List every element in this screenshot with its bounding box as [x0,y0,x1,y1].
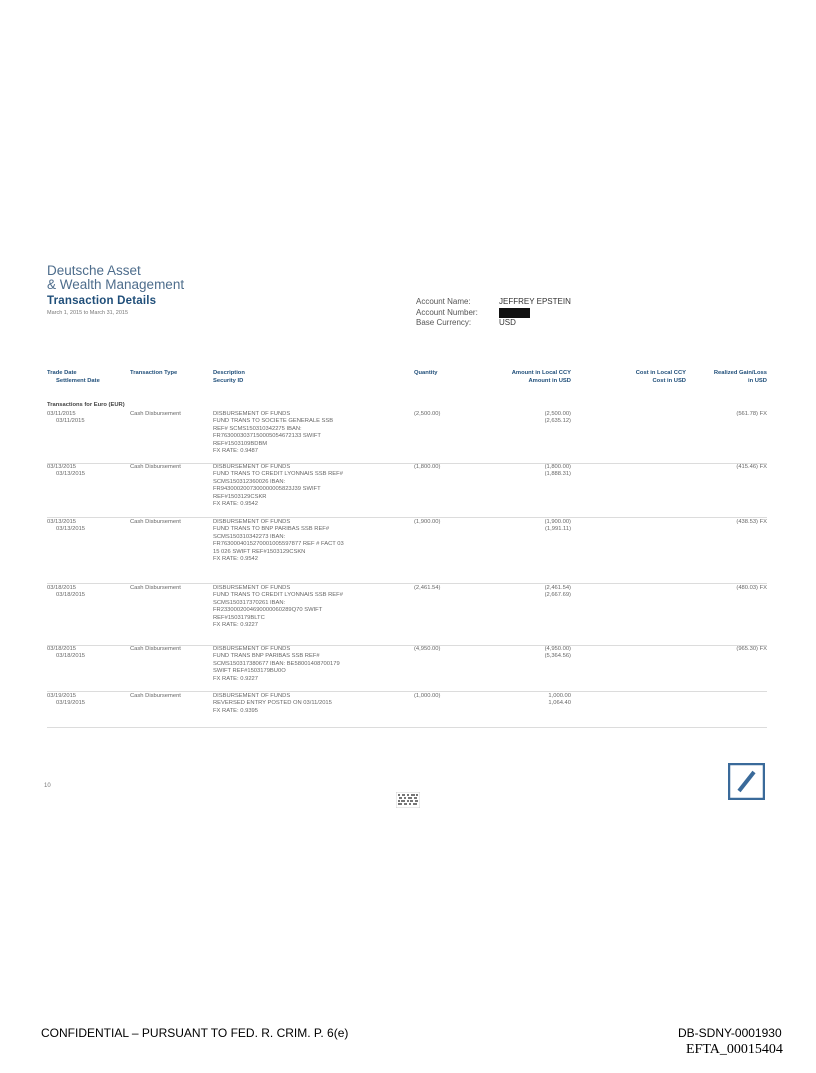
description-line: SCMS150317380677 IBAN: BE58001408700179 [213,660,340,667]
description-cell [213,693,403,715]
amount-cell [477,411,571,426]
header-settlement-date-label: Settlement Date [56,378,100,384]
amount-local: (2,500.00) [544,411,571,417]
date-cell [47,646,109,661]
description-line: REF#1503109BDBM [213,440,268,447]
description-line: FUND TRANS TO SOCIETE GENERALE SSB [213,418,334,425]
description-line: SCMS150312360026 IBAN: [213,478,286,485]
account-number-redaction [499,308,530,318]
description-cell [213,464,403,508]
header-description-label: Description [213,370,245,376]
page-title: Transaction Details [47,295,157,307]
settlement-date: 03/13/2015 [56,471,86,478]
header-trade-date [47,369,100,385]
trade-date: 03/13/2015 [47,519,77,525]
description-line: FUND TRANS BNP PARIBAS SSB REF# [213,653,320,660]
header-trade-date-label: Trade Date [47,370,77,376]
realized-gain: (415.46) FX [736,464,767,470]
amount-local: (4,950.00) [544,646,571,652]
trade-date: 03/11/2015 [47,411,76,417]
amount-usd: (5,364.56) [544,653,571,660]
section-title: Transactions for Euro (EUR) [47,402,125,408]
quantity: (1,800.00) [414,464,441,470]
base-currency-value: USD [499,318,516,327]
amount-cell [477,464,571,479]
header-gain-line-2: in USD [747,378,767,384]
transaction-type: Cash Disbursement [130,519,181,525]
amount-usd: (1,888.31) [544,471,571,478]
description-line: SWIFT REF#1503179BU0O [213,668,286,675]
header-gain-line-1: Realized Gain/Loss [713,370,767,376]
amount-usd: 1,064.40 [548,700,571,707]
efta-number: EFTA_00015404 [686,1042,783,1057]
header-amount-local-label: Amount in Local CCY [511,370,571,376]
description-cell [213,411,403,455]
trade-date: 03/18/2015 [47,585,77,591]
description-line: FX RATE: 0.9542 [213,501,258,508]
description-line: DISBURSEMENT OF FUNDS [213,411,291,417]
transaction-type: Cash Disbursement [130,585,181,591]
description-line: DISBURSEMENT OF FUNDS [213,464,291,470]
account-number-label: Account Number: [416,307,478,317]
description-line: SCMS150317370261 IBAN: [213,599,286,606]
description-line: SCMS150310342273 IBAN: [213,533,286,540]
trade-date: 03/19/2015 [47,693,77,699]
settlement-date: 03/18/2015 [56,592,86,599]
table-row [47,519,767,584]
amount-local: 1,000.00 [548,693,571,699]
quantity: (2,461.54) [414,585,441,591]
bates-number: DB-SDNY-0001930 [678,1026,782,1040]
description-line: FR7630004015270001005597877 REF # FACT 03 [213,541,344,548]
account-name-value: JEFFREY EPSTEIN [499,297,571,306]
date-cell [47,693,109,708]
date-cell [47,464,109,479]
amount-usd: (1,991.11) [545,526,571,533]
barcode-icon [396,792,420,808]
amount-cell [477,693,571,708]
base-currency-label: Base Currency: [416,318,472,327]
quantity: (4,950.00) [414,646,441,652]
amount-usd: (2,667.69) [544,592,571,599]
settlement-date: 03/13/2015 [56,526,86,533]
transaction-type: Cash Disbursement [130,693,181,699]
brand-line-1: Deutsche Asset [47,263,141,278]
deutsche-bank-logo-icon [728,763,765,800]
settlement-date: 03/18/2015 [56,653,86,660]
header-security-id-label: Security ID [213,378,244,384]
header-description [213,369,245,385]
realized-gain: (561.78) FX [736,411,767,417]
header-realized-gain [690,369,767,385]
amount-local: (1,900.00) [544,519,571,525]
table-row [47,585,767,646]
quantity: (1,900.00) [414,519,441,525]
description-line: FX RATE: 0.9395 [213,707,258,714]
account-name-label: Account Name: [416,297,471,306]
description-line: 15 026 SWIFT REF#1503129CSKN [213,548,306,555]
table-row [47,464,767,518]
description-line: REF#1503129CSKR [213,493,267,500]
description-line: FUND TRANS TO BNP PARIBAS SSB REF# [213,526,330,533]
description-line: FR2330002004690000060289Q70 SWIFT [213,607,323,614]
amount-cell [477,519,571,534]
description-line: REF# SCMS150310342275 IBAN: [213,425,302,432]
description-cell [213,646,403,683]
header-quantity: Quantity [414,370,438,376]
quantity: (2,500.00) [414,411,441,417]
description-cell [213,585,403,629]
description-line: FX RATE: 0.9227 [213,622,258,629]
description-line: FX RATE: 0.9227 [213,675,258,682]
table-row [47,646,767,692]
header-amount [470,369,571,385]
base-currency-row [416,318,571,329]
description-line: FX RATE: 0.9542 [213,556,258,563]
description-cell [213,519,403,563]
description-line: FR7630003037150005054672133 SWIFT [213,433,321,440]
header-amount-usd-label: Amount in USD [528,378,571,384]
quantity: (1,000.00) [414,693,441,699]
header-cost [595,369,686,385]
amount-cell [477,585,571,600]
amount-usd: (2,635.12) [544,418,571,425]
description-line: DISBURSEMENT OF FUNDS [213,519,291,525]
description-line: FUND TRANS TO CREDIT LYONNAIS SSB REF# [213,471,343,478]
transaction-type: Cash Disbursement [130,411,181,417]
account-info [416,297,571,329]
description-line: DISBURSEMENT OF FUNDS [213,646,291,652]
description-line: FUND TRANS TO CREDIT LYONNAIS SSB REF# [213,592,343,599]
amount-local: (1,800.00) [544,464,571,470]
confidential-notice: CONFIDENTIAL – PURSUANT TO FED. R. CRIM. P. 6(e) [41,1026,349,1040]
description-line: REF#1503179BLTC [213,614,265,621]
realized-gain: (438.53) FX [736,519,767,525]
table-row [47,693,767,728]
realized-gain: (965.30) FX [736,646,767,652]
table-row [47,411,767,464]
header-transaction-type: Transaction Type [130,370,178,376]
realized-gain: (480.03) FX [736,585,767,591]
brand-logotype [47,264,184,292]
settlement-date: 03/11/2015 [56,418,85,425]
amount-cell [477,646,571,661]
date-cell [47,411,109,426]
description-line: REVERSED ENTRY POSTED ON 03/11/2015 [213,700,332,707]
transaction-type: Cash Disbursement [130,464,181,470]
description-line: FX RATE: 0.9487 [213,448,258,455]
settlement-date: 03/19/2015 [56,700,86,707]
transaction-type: Cash Disbursement [130,646,181,652]
date-cell [47,585,109,600]
amount-local: (2,461.54) [544,585,571,591]
description-line: DISBURSEMENT OF FUNDS [213,585,291,591]
account-number-row [416,308,571,319]
header-cost-usd-label: Cost in USD [652,378,686,384]
account-name-row [416,297,571,308]
page-number: 10 [44,783,51,789]
description-line: FR9430002007300000005823J39 SWIFT [213,486,321,493]
trade-date: 03/13/2015 [47,464,77,470]
description-line: DISBURSEMENT OF FUNDS [213,693,291,699]
trade-date: 03/18/2015 [47,646,77,652]
brand-line-2: & Wealth Management [47,277,185,292]
date-cell [47,519,109,534]
statement-period: March 1, 2015 to March 31, 2015 [47,310,129,316]
header-cost-local-label: Cost in Local CCY [635,370,686,376]
